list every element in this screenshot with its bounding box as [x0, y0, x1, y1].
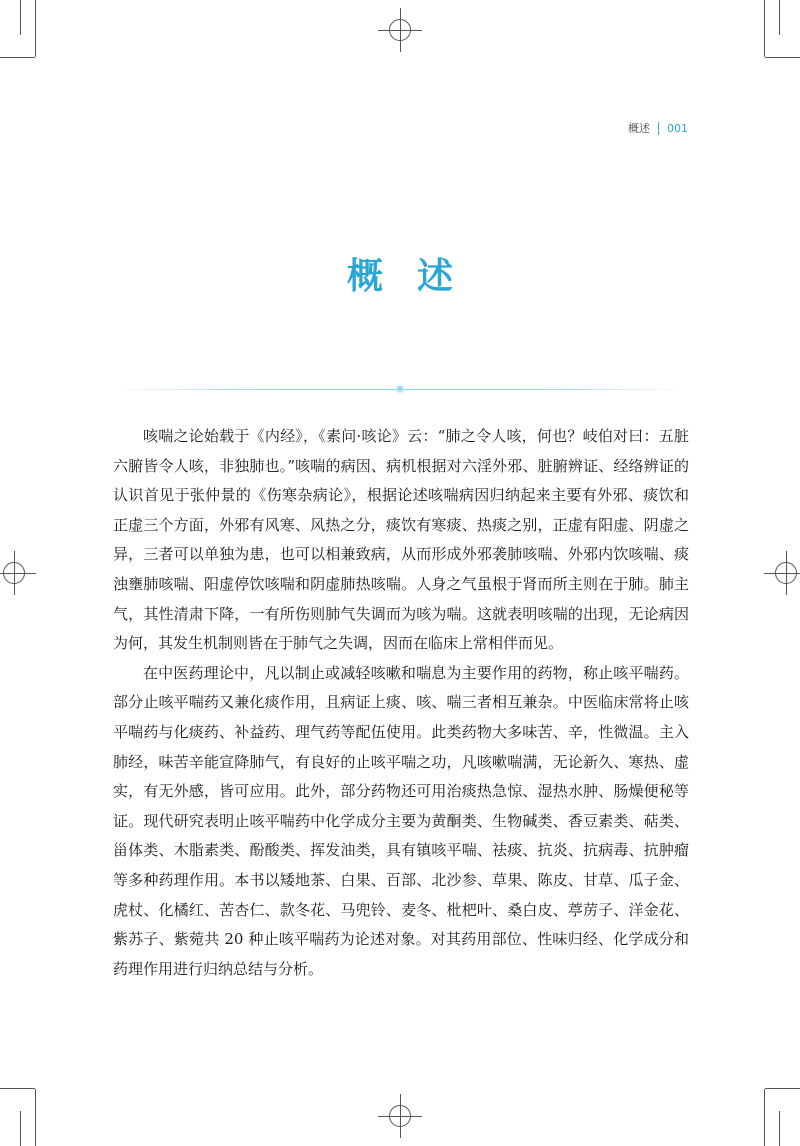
page-number: 001 — [667, 121, 688, 135]
divider-ornament — [396, 385, 404, 393]
crop-mark — [779, 0, 780, 35]
registration-mark-top — [389, 19, 411, 41]
crop-mark — [35, 1089, 36, 1146]
chapter-title: 概述 — [346, 256, 487, 297]
running-head — [628, 120, 688, 136]
registration-mark-bottom — [389, 1105, 411, 1127]
paragraph: 咳喘之论始载于《内经》，《素问·咳论》云：“肺之令人咳，何也？岐伯对曰：五脏六腑皆令人咳，非独肺也。”咳喘的病因、病机根据对六淫外邪、脏腑辨证、经络辨证的认识首见于张仲景的《伤寒杂病论》，根据论述咳喘病因归纳起来主要有外邪、痰饮和正虚三个方面，外邪有风寒、风热之分，痰饮有寒痰、热痰之别，正虚有阳虚、阴虚之异，三者可以单独为患，也可以相兼致病，从而形成外邪袭肺咳喘、外邪内饮咳喘、痰浊壅肺咳喘、阳虚停饮咳喘和阴虚肺热咳喘。人身之气虽根于肾而所主则在于肺。肺主气，其性清肃下降，一有所伤则肺气失调而为咳为喘。这就表明咳喘的出现，无论病因为何，其发生机制则皆在于肺气之失调，因而在临床上常相伴而见。 — [113, 427, 689, 653]
paragraph: 在中医药理论中，凡以制止或减轻咳嗽和喘息为主要作用的药物，称止咳平喘药。部分止咳平喘药又兼化痰作用，且病证上痰、咳、喘三者相互兼杂。中医临床常将止咳平喘药与化痰药、补益药、理气药等配伍使用。此类药物大多味苦、辛，性微温。主入肺经，味苦辛能宣降肺气，有良好的止咳平喘之功，凡咳嗽喘满，无论新久、寒热、虚实，有无外感，皆可应用。此外，部分药物还可用治痰热急惊、湿热水肿、肠燥便秘等证。现代研究表明止咳平喘药中化学成分主要为黄酮类、生物碱类、香豆素类、萜类、甾体类、木脂素类、酚酸类、挥发油类，具有镇咳平喘、祛痰、抗炎、抗病毒、抗肿瘤等多种药理作用。本书以矮地茶、白果、百部、北沙参、草果、陈皮、甘草、瓜子金、虎杖、化橘红、苦杏仁、款冬花、马兜铃、麦冬、枇杷叶、桑白皮、葶苈子、洋金花、紫苏子、紫菀共 20 种止咳平喘药为论述对象。对其药用部位、性味归经、化学成分和药理作用进行归纳总结与分析。 — [113, 663, 689, 978]
crop-mark — [765, 1088, 800, 1089]
crop-mark — [20, 0, 21, 35]
crop-mark — [765, 57, 800, 58]
body-text — [113, 422, 689, 984]
registration-mark-right — [775, 562, 797, 584]
running-head-separator — [658, 122, 659, 135]
crop-mark — [779, 1111, 780, 1146]
crop-mark — [35, 0, 36, 57]
crop-mark — [0, 57, 35, 58]
crop-mark — [20, 1111, 21, 1146]
crop-mark — [0, 1088, 35, 1089]
registration-mark-left — [3, 562, 25, 584]
crop-mark — [764, 0, 765, 57]
running-head-section: 概述 — [628, 122, 650, 135]
crop-mark — [764, 1089, 765, 1146]
